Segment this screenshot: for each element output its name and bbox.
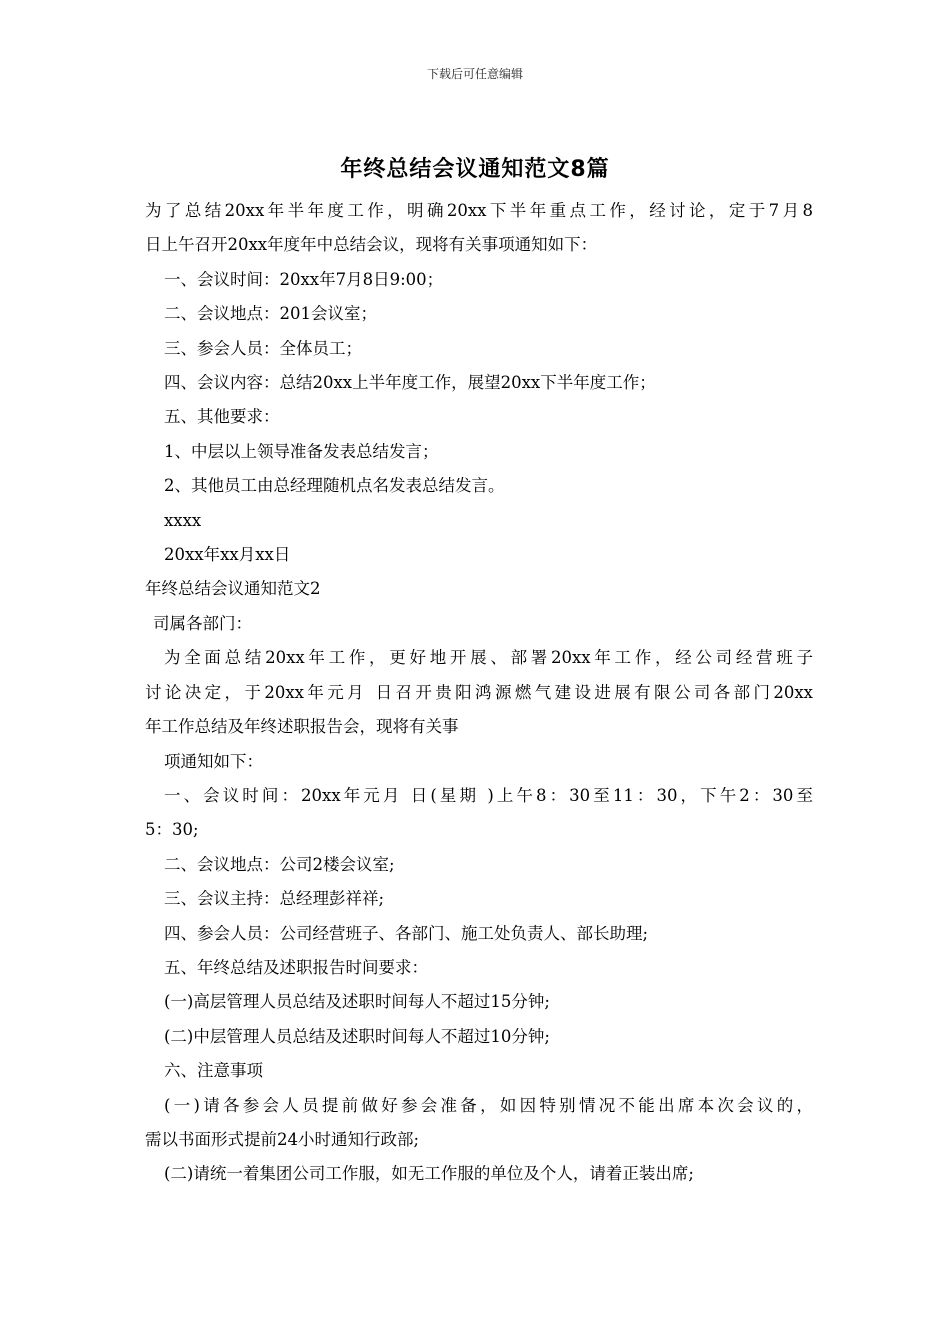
paragraph-line: 一、会议时间：20xx年元月 日(星期 )上午8：30至11：30，下午2：30至 [164,785,813,805]
signature-date: 20xx年xx月xx日 [164,545,291,565]
document-body [145,194,813,1192]
addressee: 司属各部门： [153,613,252,633]
paragraph-line: 讨论决定，于20xx年元月 日召开贵阳鸿源燃气建设进展有限公司各部门20xx [145,682,813,702]
signature-name: xxxx [164,510,202,530]
paragraph-line: 五、年终总结及述职报告时间要求： [164,957,428,977]
paragraph-line: 项通知如下： [164,751,263,771]
paragraph-line: 为全面总结20xx年工作，更好地开展、部署20xx年工作，经公司经营班子 [164,648,813,668]
paragraph-line: 为了总结20xx年半年度工作，明确20xx下半年重点工作，经讨论，定于7月8 [145,201,813,220]
paragraph-line: 5：30; [145,820,199,840]
paragraph-line: 三、会议主持：总经理彭祥祥; [164,889,385,909]
page-header: 下载后可任意编辑 [426,67,523,81]
paragraph-line: (二)请统一着集团公司工作服，如无工作服的单位及个人，请着正装出席; [164,1164,694,1184]
section-heading: 年终总结会议通知范文2 [145,579,321,599]
paragraph-line: (一)高层管理人员总结及述职时间每人不超过15分钟; [164,992,550,1012]
paragraph-line: 五、其他要求： [164,407,280,427]
paragraph-line: 三、参会人员：全体员工； [164,338,362,358]
paragraph-line: 2、其他员工由总经理随机点名发表总结发言。 [164,476,505,496]
document-title: 年终总结会议通知范文8篇 [340,157,610,182]
paragraph-line: 年工作总结及年终述职报告会，现将有关事 [145,717,459,737]
paragraph-line: 二、会议地点：201会议室； [164,304,377,324]
paragraph-line: 二、会议地点：公司2楼会议室; [164,854,395,874]
paragraph-line: 日上午召开20xx年度年中总结会议，现将有关事项通知如下： [145,235,598,255]
paragraph-line: 四、参会人员：公司经营班子、各部门、施工处负责人、部长助理; [164,923,649,943]
paragraph-line: 一、会议时间：20xx年7月8日9:00； [164,269,444,289]
paragraph-line: (一)请各参会人员提前做好参会准备，如因特别情况不能出席本次会议的， [164,1095,813,1115]
paragraph-line: 需以书面形式提前24小时通知行政部; [145,1129,420,1149]
paragraph-line: (二)中层管理人员总结及述职时间每人不超过10分钟; [164,1026,550,1046]
paragraph-line: 四、会议内容：总结20xx上半年度工作，展望20xx下半年度工作； [164,373,656,393]
paragraph-line: 六、注意事项 [164,1061,263,1081]
paragraph-line: 1、中层以上领导准备发表总结发言； [164,441,439,461]
